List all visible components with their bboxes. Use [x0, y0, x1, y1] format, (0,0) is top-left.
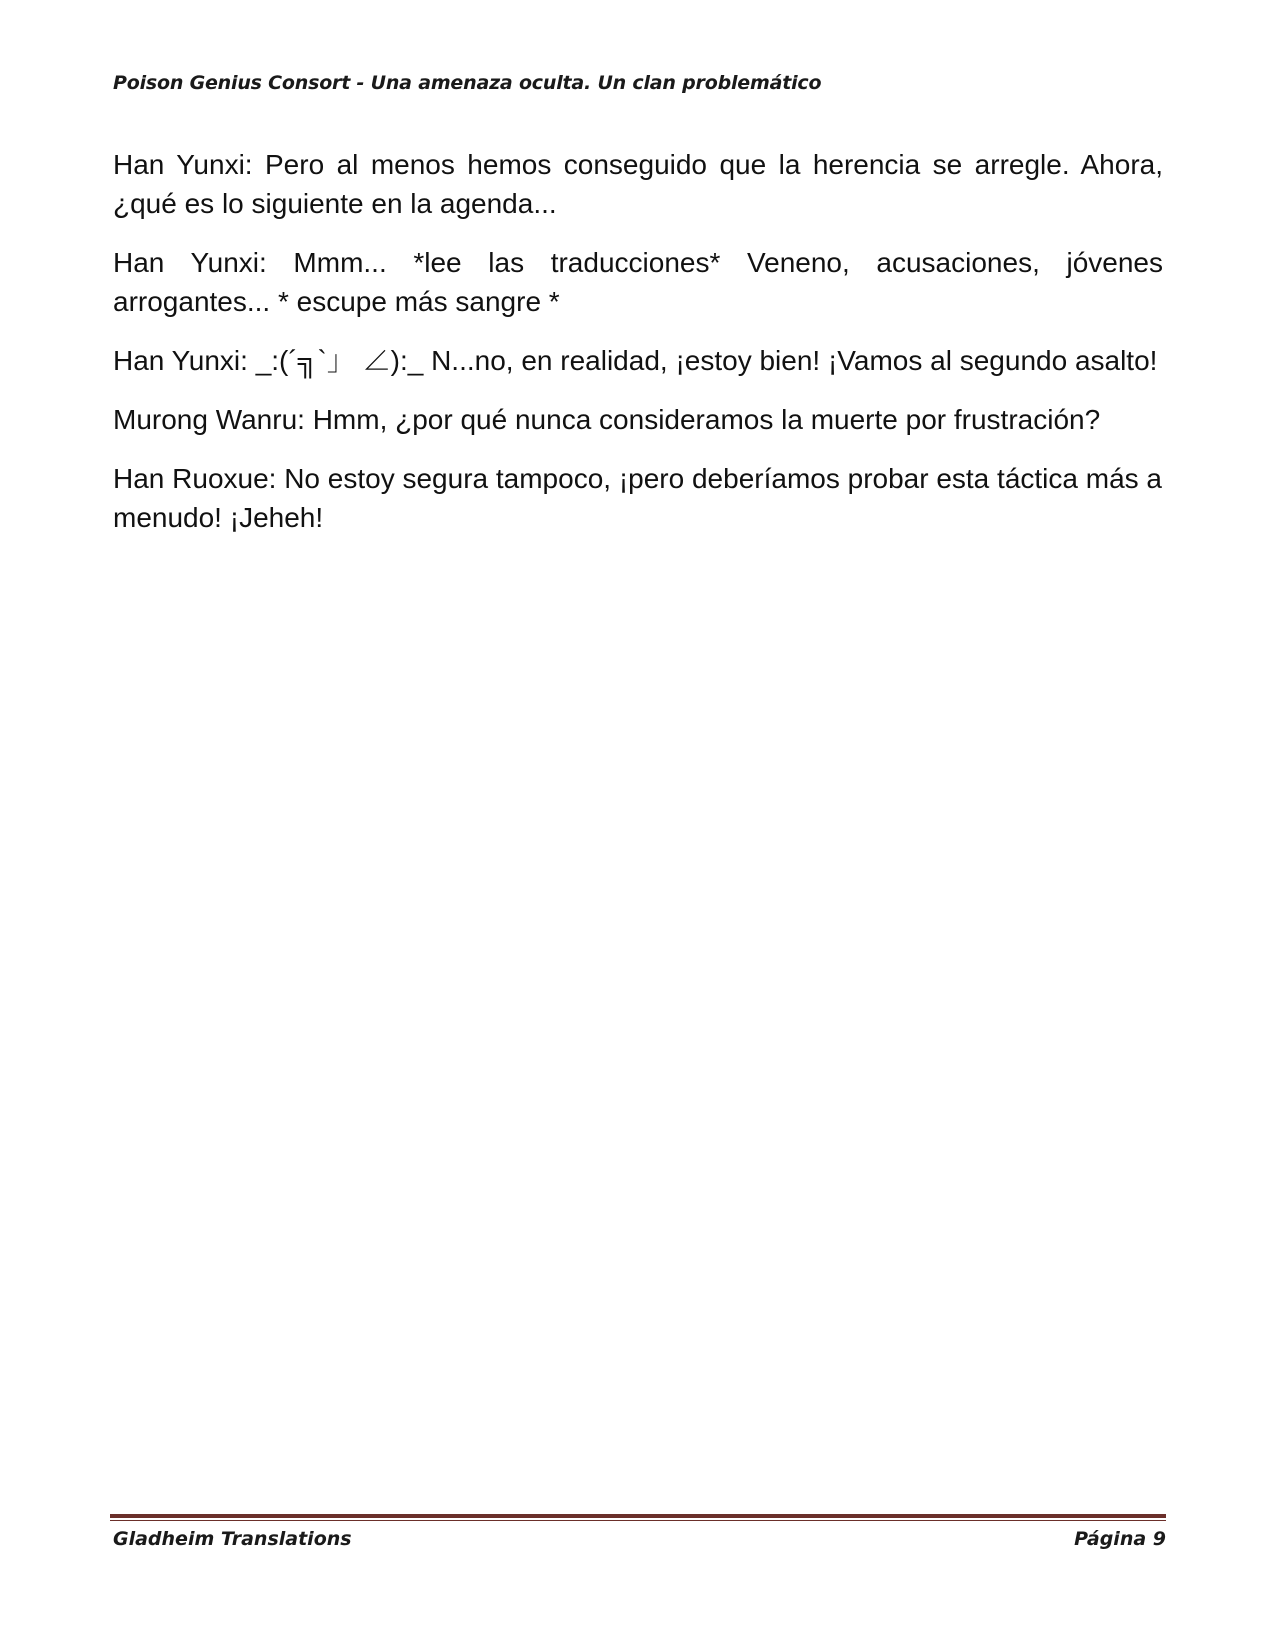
dialogue-paragraph: Han Yunxi: _:(´╗`」 ∠):_ N...no, en realidad, ¡estoy bien! ¡Vamos al segundo asalto!	[113, 345, 1158, 376]
footer-credit: Gladheim Translations	[113, 1528, 352, 1550]
footer-divider	[110, 1514, 1166, 1518]
dialogue-paragraph: Murong Wanru: Hmm, ¿por qué nunca consideramos la muerte por frustración?	[113, 404, 1101, 435]
page-header-title: Poison Genius Consort - Una amenaza oculta. Un clan problemático	[113, 72, 822, 94]
document-body	[113, 145, 1163, 557]
page-number: Página 9	[1074, 1528, 1166, 1550]
dialogue-paragraph: Han Yunxi: Mmm... *lee las traducciones* Veneno, acusaciones, jóvenes arrogantes... * escupe más sangre *	[113, 247, 1163, 317]
dialogue-paragraph: Han Ruoxue: No estoy segura tampoco, ¡pero deberíamos probar esta táctica más a menudo! ¡Jeheh!	[113, 463, 1162, 533]
footer-divider-thin	[110, 1520, 1166, 1521]
dialogue-paragraph: Han Yunxi: Pero al menos hemos conseguido que la herencia se arregle. Ahora, ¿qué es lo siguiente en la agenda...	[113, 149, 1163, 219]
